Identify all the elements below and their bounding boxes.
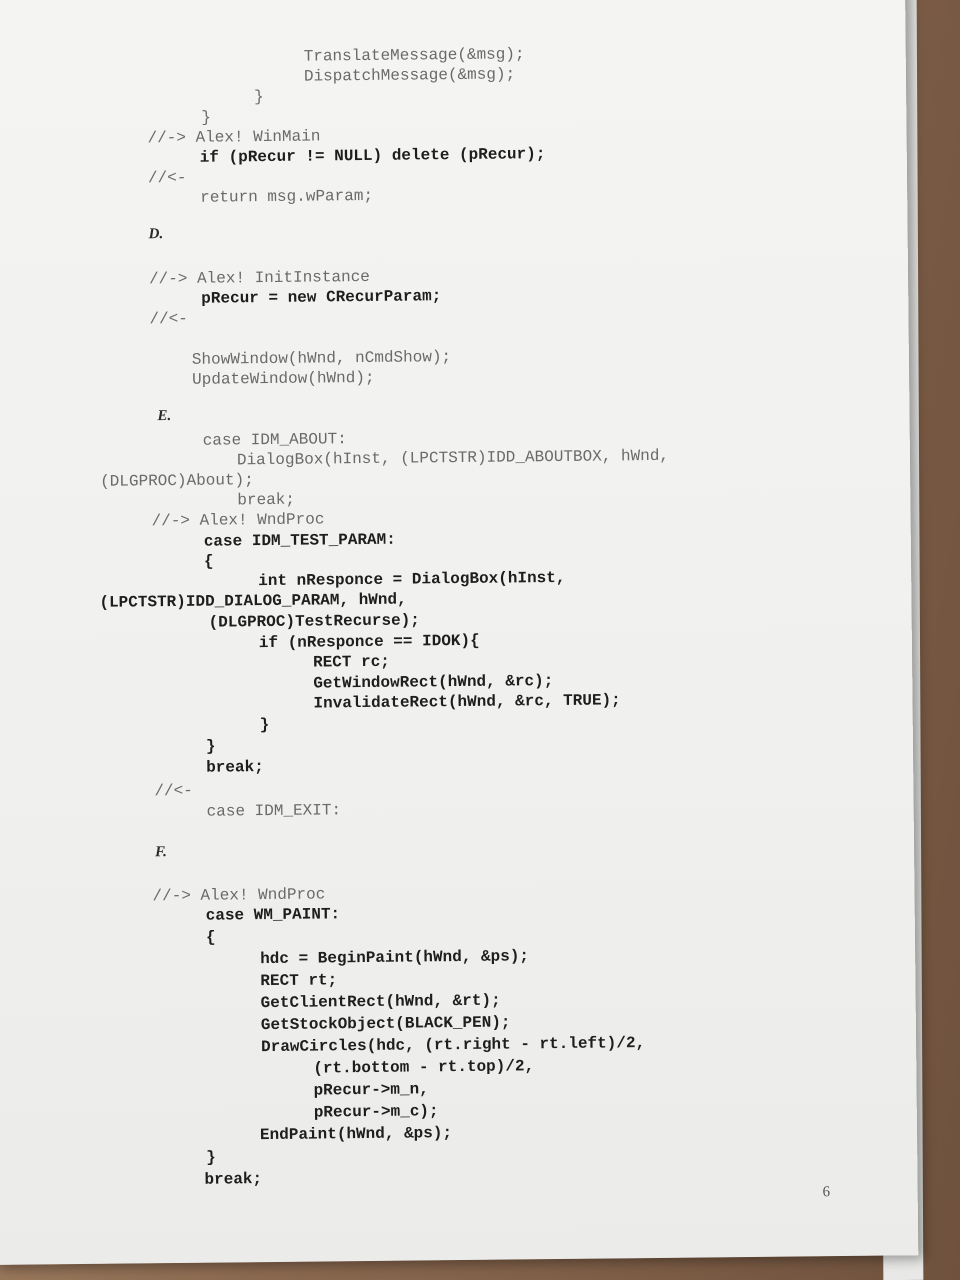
- code-line: DialogBox(hInst, (LPCTSTR)IDD_ABOUTBOX, hWnd,: [236, 446, 670, 470]
- section-label-d: D.: [148, 226, 164, 243]
- code-line: UpdateWindow(hWnd);: [191, 368, 375, 389]
- code-line: break;: [206, 758, 264, 777]
- code-line: }: [206, 1148, 216, 1167]
- code-line: case WM_PAINT:: [205, 905, 341, 925]
- section-label-e: E.: [157, 408, 172, 425]
- code-line: {: [205, 928, 216, 947]
- section-label-f: F.: [154, 844, 167, 861]
- code-comment: //-> Alex! InitInstance: [148, 267, 370, 289]
- code-line: break;: [237, 490, 296, 510]
- code-line: }: [205, 737, 216, 756]
- code-comment: //<-: [154, 781, 193, 801]
- code-comment: //-> Alex! WndProc: [152, 885, 326, 906]
- code-line: (rt.bottom - rt.top)/2,: [313, 1057, 535, 1078]
- code-line: if (pRecur != NULL) delete (pRecur);: [199, 145, 546, 167]
- code-line: case IDM_EXIT:: [206, 801, 342, 821]
- code-line: EndPaint(hWnd, &ps);: [259, 1124, 453, 1145]
- code-line: (DLGPROC)About);: [100, 471, 254, 491]
- code-line: RECT rt;: [260, 971, 338, 991]
- code-line: TranslateMessage(&msg);: [303, 45, 525, 66]
- code-line: if (nResponce == IDOK){: [258, 631, 480, 653]
- code-comment: //-> Alex! WinMain: [147, 127, 321, 148]
- code-line: pRecur->m_c);: [313, 1102, 439, 1122]
- code-line: case IDM_TEST_PARAM:: [203, 530, 396, 551]
- code-comment: //-> Alex! WndProc: [151, 510, 325, 531]
- code-line: return msg.wParam;: [200, 186, 374, 207]
- code-line: InvalidateRect(hWnd, &rc, TRUE);: [313, 691, 621, 713]
- code-line: GetStockObject(BLACK_PEN);: [260, 1013, 511, 1035]
- code-line: case IDM_ABOUT:: [202, 430, 347, 450]
- code-comment: //<-: [147, 168, 187, 188]
- code-line: (LPCTSTR)IDD_DIALOG_PARAM, hWnd,: [99, 590, 407, 612]
- code-line: ShowWindow(hWnd, nCmdShow);: [191, 348, 452, 369]
- code-line: (DLGPROC)TestRecurse);: [208, 611, 420, 632]
- code-line: {: [203, 552, 214, 571]
- code-line: }: [254, 88, 264, 107]
- code-line: hdc = BeginPaint(hWnd, &ps);: [260, 947, 530, 969]
- code-line: pRecur = new CRecurParam;: [201, 287, 442, 308]
- page-number: 6: [822, 1184, 831, 1201]
- code-line: RECT rc;: [312, 652, 390, 672]
- code-line: pRecur->m_n,: [313, 1080, 429, 1100]
- code-comment: //<-: [149, 309, 188, 329]
- code-line: GetWindowRect(hWnd, &rc);: [313, 672, 554, 693]
- code-line: }: [201, 108, 212, 127]
- code-line: GetClientRect(hWnd, &rt);: [260, 991, 501, 1013]
- code-line: break;: [204, 1170, 263, 1189]
- code-line: DrawCircles(hdc, (rt.right - rt.left)/2,: [260, 1034, 646, 1057]
- code-line: }: [259, 716, 270, 735]
- code-line: int nResponce = DialogBox(hInst,: [258, 568, 566, 591]
- code-line: DispatchMessage(&msg);: [303, 65, 516, 86]
